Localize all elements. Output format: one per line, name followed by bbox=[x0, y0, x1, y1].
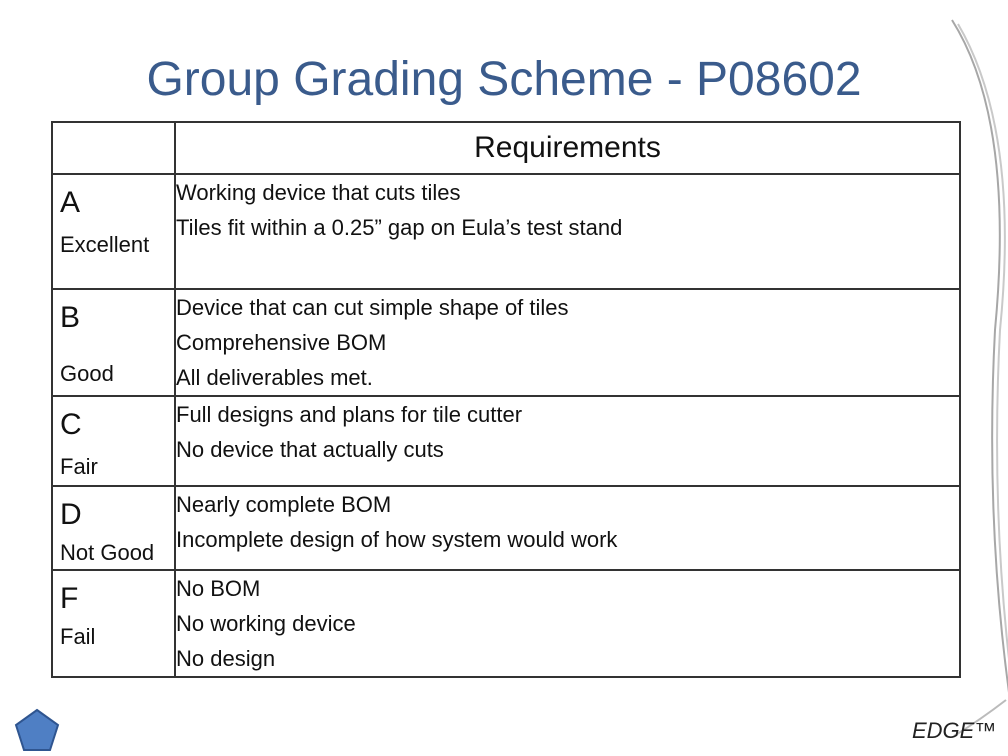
grade-label: Not Good bbox=[60, 540, 155, 565]
grade-letter: D bbox=[60, 498, 82, 531]
grade-letter: C bbox=[60, 408, 82, 441]
grading-table bbox=[51, 121, 961, 678]
grade-label: Excellent bbox=[60, 232, 150, 257]
requirements-cell bbox=[175, 174, 960, 289]
table-header-row bbox=[52, 122, 960, 174]
table-row bbox=[52, 289, 960, 396]
requirement-item: No device that actually cuts bbox=[176, 437, 444, 462]
requirement-item: Full designs and plans for tile cutter bbox=[176, 402, 523, 427]
requirements-cell bbox=[175, 486, 960, 570]
requirement-item: Comprehensive BOM bbox=[176, 330, 387, 355]
requirement-item: Incomplete design of how system would work bbox=[176, 527, 618, 552]
pentagon-logo-icon bbox=[14, 708, 60, 752]
table-row bbox=[52, 570, 960, 677]
requirements-cell bbox=[175, 570, 960, 677]
slide-title: Group Grading Scheme - P08602 bbox=[146, 53, 862, 106]
requirement-item: All deliverables met. bbox=[176, 365, 373, 390]
table-row bbox=[52, 486, 960, 570]
empty-header-cell bbox=[52, 122, 175, 174]
grade-label: Fair bbox=[60, 454, 98, 479]
grade-cell bbox=[52, 289, 175, 396]
requirement-item: Nearly complete BOM bbox=[176, 492, 392, 517]
grade-letter: F bbox=[60, 582, 79, 615]
grade-cell bbox=[52, 486, 175, 570]
grade-label: Good bbox=[60, 361, 114, 386]
grade-cell bbox=[52, 570, 175, 677]
requirement-item: Working device that cuts tiles bbox=[176, 180, 461, 205]
requirements-cell bbox=[175, 289, 960, 396]
grade-cell bbox=[52, 396, 175, 486]
grade-cell bbox=[52, 174, 175, 289]
edge-brand: EDGE™ bbox=[912, 718, 997, 743]
requirements-cell bbox=[175, 396, 960, 486]
requirement-item: Tiles fit within a 0.25” gap on Eula’s test stand bbox=[176, 215, 623, 240]
requirement-item: Device that can cut simple shape of tiles bbox=[176, 295, 569, 320]
grade-label: Fail bbox=[60, 624, 96, 649]
requirements-header: Requirements bbox=[175, 122, 960, 174]
requirement-item: No design bbox=[176, 646, 276, 671]
grade-letter: A bbox=[60, 186, 81, 219]
requirement-item: No working device bbox=[176, 611, 356, 636]
grade-letter: B bbox=[60, 301, 81, 334]
table-row bbox=[52, 174, 960, 289]
requirement-item: No BOM bbox=[176, 576, 261, 601]
table-row bbox=[52, 396, 960, 486]
